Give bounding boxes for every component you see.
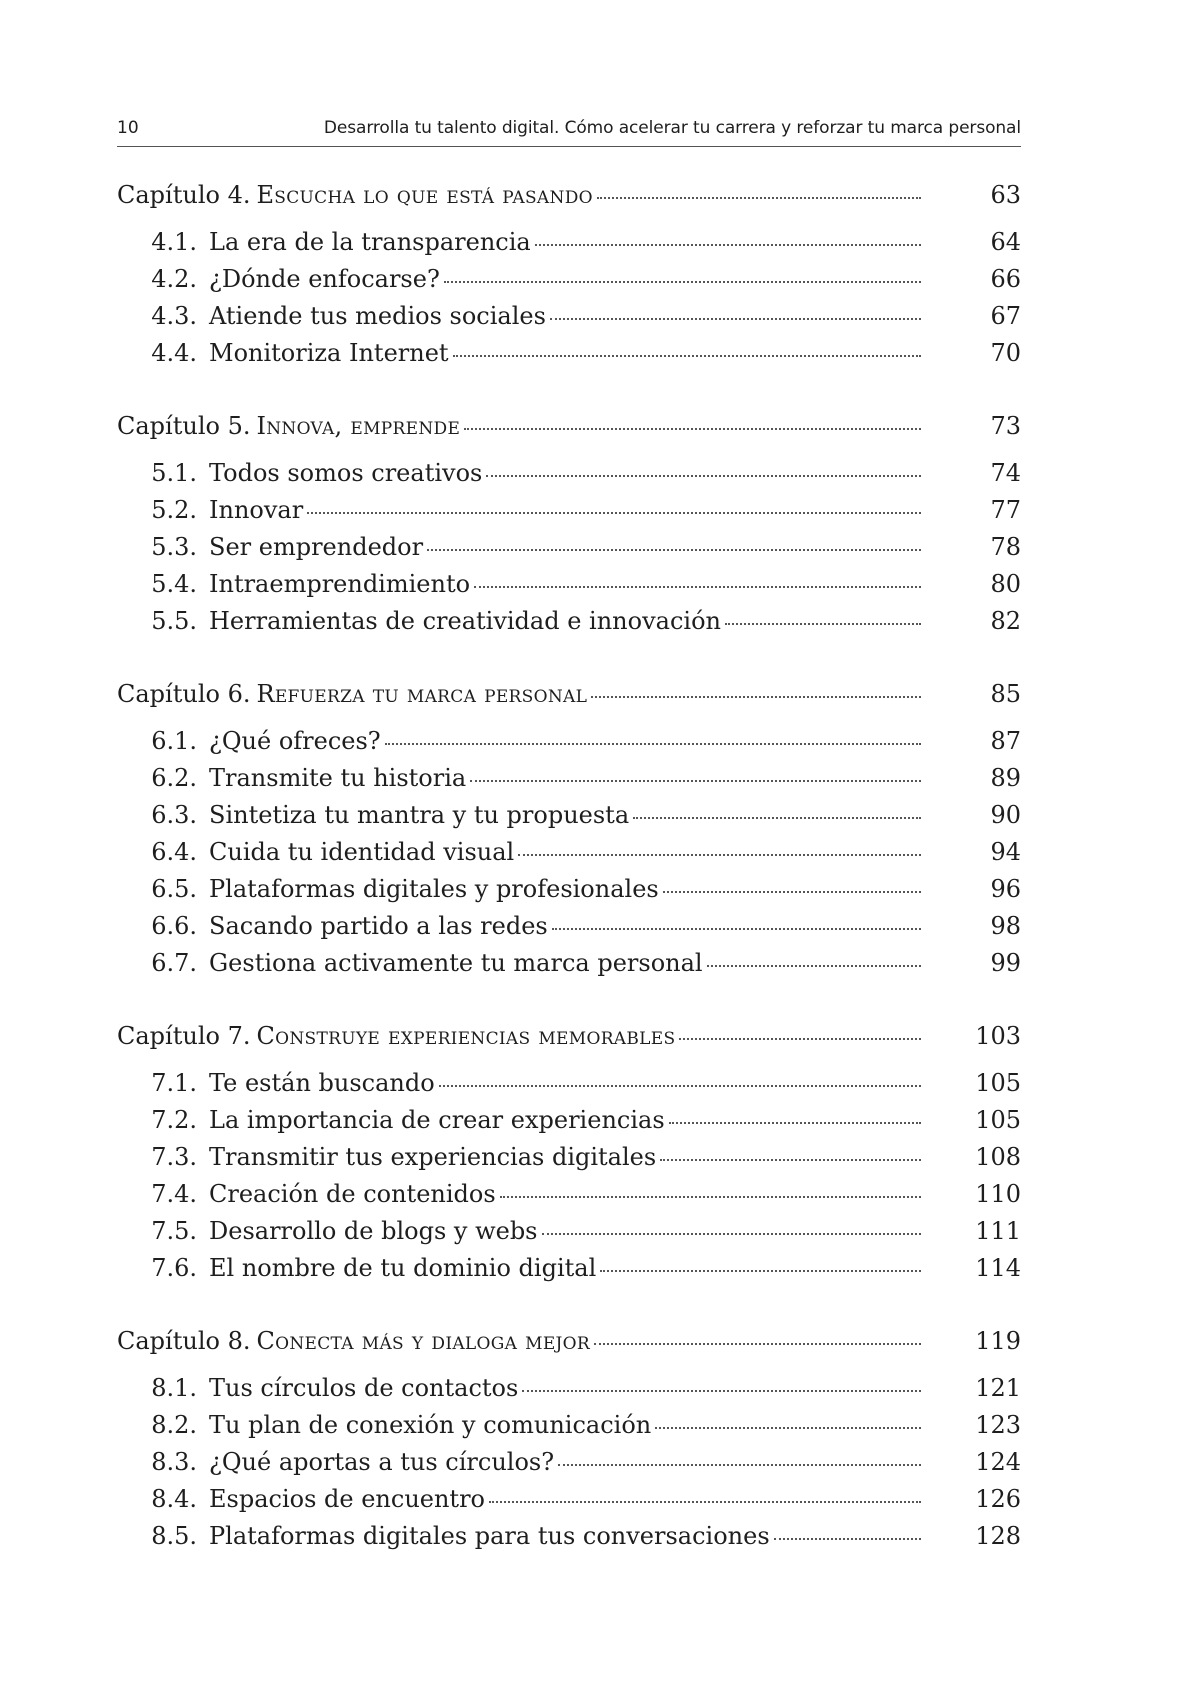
chapter-label: Capítulo 8.: [117, 1327, 251, 1355]
section-title: ¿Dónde enfocarse?: [209, 265, 440, 293]
chapter-page-number: 119: [975, 1327, 1021, 1355]
section-page-number: 80: [990, 570, 1021, 598]
section-title: Cuida tu identidad visual: [209, 838, 515, 866]
dot-leader: [518, 853, 921, 856]
section-number: 7.4.: [151, 1180, 197, 1208]
section-page-number: 67: [990, 302, 1021, 330]
section-number: 8.1.: [151, 1374, 197, 1402]
chapter-page-number: 63: [990, 181, 1021, 209]
toc-section-entry[interactable]: [117, 261, 1021, 298]
dot-leader: [707, 964, 921, 967]
toc-section-entry[interactable]: [117, 1102, 1021, 1139]
section-number: 6.7.: [151, 949, 197, 977]
section-number: 5.4.: [151, 570, 197, 598]
section-page-number: 105: [975, 1106, 1021, 1134]
toc-section-entry[interactable]: [117, 455, 1021, 492]
section-title: Tu plan de conexión y comunicación: [209, 1411, 652, 1439]
chapter-title: Escucha lo que está pasando: [256, 181, 593, 209]
chapter-title: Conecta más y dialoga mejor: [256, 1327, 590, 1355]
dot-leader: [427, 548, 921, 551]
dot-leader: [550, 317, 921, 320]
section-page-number: 78: [990, 533, 1021, 561]
section-number: 7.2.: [151, 1106, 197, 1134]
dot-leader: [669, 1121, 921, 1124]
toc-section-entry[interactable]: [117, 1250, 1021, 1287]
page-number: 10: [117, 118, 139, 138]
section-title: ¿Qué aportas a tus círculos?: [209, 1448, 555, 1476]
section-number: 6.4.: [151, 838, 197, 866]
section-page-number: 90: [990, 801, 1021, 829]
section-number: 7.6.: [151, 1254, 197, 1282]
section-number: 6.1.: [151, 727, 197, 755]
toc-section-entry[interactable]: [117, 1139, 1021, 1176]
chapter-title: Construye experiencias memorables: [256, 1022, 676, 1050]
toc-section-entry[interactable]: [117, 224, 1021, 261]
dot-leader: [470, 779, 921, 782]
section-title: Intraemprendimiento: [209, 570, 471, 598]
section-title: Creación de contenidos: [209, 1180, 496, 1208]
section-number: 5.1.: [151, 459, 197, 487]
chapter-group: [117, 677, 1021, 982]
toc-section-entry[interactable]: [117, 945, 1021, 982]
section-number: 6.5.: [151, 875, 197, 903]
section-page-number: 98: [990, 912, 1021, 940]
section-title: La era de la transparencia: [209, 228, 531, 256]
toc-section-entry[interactable]: [117, 603, 1021, 640]
section-number: 6.3.: [151, 801, 197, 829]
section-page-number: 105: [975, 1069, 1021, 1097]
chapter-page-number: 85: [990, 680, 1021, 708]
toc-section-entry[interactable]: [117, 1518, 1021, 1555]
toc-chapter-entry[interactable]: [117, 1324, 1021, 1370]
chapter-group: [117, 1019, 1021, 1287]
toc-section-entry[interactable]: [117, 1481, 1021, 1518]
dot-leader: [558, 1463, 921, 1466]
section-page-number: 82: [990, 607, 1021, 635]
section-number: 7.5.: [151, 1217, 197, 1245]
dot-leader: [633, 816, 921, 819]
section-number: 8.2.: [151, 1411, 197, 1439]
toc-section-entry[interactable]: [117, 335, 1021, 372]
section-page-number: 111: [975, 1217, 1021, 1245]
section-number: 8.4.: [151, 1485, 197, 1513]
dot-leader: [542, 1232, 922, 1235]
chapter-label: Capítulo 6.: [117, 680, 251, 708]
toc-chapter-entry[interactable]: [117, 178, 1021, 224]
dot-leader: [660, 1158, 921, 1161]
toc-section-entry[interactable]: [117, 723, 1021, 760]
dot-leader: [486, 474, 921, 477]
dot-leader: [500, 1195, 921, 1198]
section-number: 5.2.: [151, 496, 197, 524]
section-title: El nombre de tu dominio digital: [209, 1254, 597, 1282]
table-of-contents: [117, 178, 1021, 1592]
section-title: Todos somos creativos: [209, 459, 483, 487]
dot-leader: [597, 196, 921, 199]
chapter-label: Capítulo 4.: [117, 181, 251, 209]
chapter-group: [117, 409, 1021, 640]
section-page-number: 64: [990, 228, 1021, 256]
toc-section-entry[interactable]: [117, 1370, 1021, 1407]
section-page-number: 96: [990, 875, 1021, 903]
dot-leader: [522, 1389, 921, 1392]
chapter-group: [117, 1324, 1021, 1555]
toc-section-entry[interactable]: [117, 760, 1021, 797]
section-title: Innovar: [209, 496, 304, 524]
section-page-number: 114: [975, 1254, 1021, 1282]
section-page-number: 70: [990, 339, 1021, 367]
dot-leader: [600, 1269, 921, 1272]
section-title: Transmitir tus experiencias digitales: [209, 1143, 657, 1171]
section-title: Tus círculos de contactos: [209, 1374, 519, 1402]
section-number: 4.3.: [151, 302, 197, 330]
section-page-number: 94: [990, 838, 1021, 866]
section-page-number: 74: [990, 459, 1021, 487]
section-title: Atiende tus medios sociales: [209, 302, 546, 330]
toc-section-entry[interactable]: [117, 908, 1021, 945]
toc-chapter-entry[interactable]: [117, 1019, 1021, 1065]
section-title: Transmite tu historia: [209, 764, 467, 792]
section-page-number: 89: [990, 764, 1021, 792]
toc-chapter-entry[interactable]: [117, 409, 1021, 455]
dot-leader: [385, 742, 921, 745]
dot-leader: [591, 695, 921, 698]
section-title: La importancia de crear experiencias: [209, 1106, 665, 1134]
section-number: 5.3.: [151, 533, 197, 561]
book-title: Desarrolla tu talento digital. Cómo acelerar tu carrera y reforzar tu marca personal: [323, 118, 1021, 138]
section-number: 8.5.: [151, 1522, 197, 1550]
chapter-label: Capítulo 5.: [117, 412, 251, 440]
section-page-number: 77: [990, 496, 1021, 524]
toc-section-entry[interactable]: [117, 871, 1021, 908]
section-page-number: 124: [975, 1448, 1021, 1476]
dot-leader: [552, 927, 921, 930]
dot-leader: [679, 1037, 921, 1040]
section-title: Te están buscando: [209, 1069, 435, 1097]
dot-leader: [663, 890, 921, 893]
section-number: 8.3.: [151, 1448, 197, 1476]
dot-leader: [439, 1084, 921, 1087]
section-page-number: 87: [990, 727, 1021, 755]
section-page-number: 123: [975, 1411, 1021, 1439]
chapter-title: Innova, emprende: [256, 412, 461, 440]
chapter-page-number: 73: [990, 412, 1021, 440]
toc-section-entry[interactable]: [117, 1444, 1021, 1481]
section-title: Sacando partido a las redes: [209, 912, 548, 940]
section-page-number: 126: [975, 1485, 1021, 1513]
toc-section-entry[interactable]: [117, 797, 1021, 834]
section-page-number: 121: [975, 1374, 1021, 1402]
section-page-number: 110: [975, 1180, 1021, 1208]
section-title: Espacios de encuentro: [209, 1485, 485, 1513]
dot-leader: [725, 622, 921, 625]
section-title: Gestiona activamente tu marca personal: [209, 949, 703, 977]
running-head: [117, 112, 1021, 147]
dot-leader: [444, 280, 921, 283]
dot-leader: [655, 1426, 921, 1429]
toc-section-entry[interactable]: [117, 492, 1021, 529]
dot-leader: [474, 585, 921, 588]
chapter-title: Refuerza tu marca personal: [256, 680, 588, 708]
section-number: 5.5.: [151, 607, 197, 635]
dot-leader: [453, 354, 921, 357]
toc-section-entry[interactable]: [117, 529, 1021, 566]
section-title: Sintetiza tu mantra y tu propuesta: [209, 801, 630, 829]
section-number: 7.1.: [151, 1069, 197, 1097]
section-title: Plataformas digitales para tus conversaciones: [209, 1522, 770, 1550]
section-number: 6.6.: [151, 912, 197, 940]
section-title: ¿Qué ofreces?: [209, 727, 381, 755]
section-title: Herramientas de creatividad e innovación: [209, 607, 721, 635]
section-title: Ser emprendedor: [209, 533, 424, 561]
dot-leader: [307, 511, 921, 514]
toc-section-entry[interactable]: [117, 1213, 1021, 1250]
dot-leader: [489, 1500, 921, 1503]
toc-chapter-entry[interactable]: [117, 677, 1021, 723]
toc-section-entry[interactable]: [117, 298, 1021, 335]
dot-leader: [464, 427, 921, 430]
section-number: 4.4.: [151, 339, 197, 367]
toc-section-entry[interactable]: [117, 1176, 1021, 1213]
section-page-number: 108: [975, 1143, 1021, 1171]
toc-section-entry[interactable]: [117, 1065, 1021, 1102]
section-number: 4.1.: [151, 228, 197, 256]
section-page-number: 128: [975, 1522, 1021, 1550]
dot-leader: [774, 1537, 921, 1540]
dot-leader: [535, 243, 921, 246]
section-page-number: 99: [990, 949, 1021, 977]
section-title: Plataformas digitales y profesionales: [209, 875, 659, 903]
section-number: 7.3.: [151, 1143, 197, 1171]
chapter-label: Capítulo 7.: [117, 1022, 251, 1050]
toc-section-entry[interactable]: [117, 566, 1021, 603]
section-number: 4.2.: [151, 265, 197, 293]
section-title: Desarrollo de blogs y webs: [209, 1217, 538, 1245]
chapter-group: [117, 178, 1021, 372]
dot-leader: [594, 1342, 921, 1345]
section-number: 6.2.: [151, 764, 197, 792]
chapter-page-number: 103: [975, 1022, 1021, 1050]
toc-section-entry[interactable]: [117, 1407, 1021, 1444]
toc-section-entry[interactable]: [117, 834, 1021, 871]
section-page-number: 66: [990, 265, 1021, 293]
section-title: Monitoriza Internet: [209, 339, 449, 367]
